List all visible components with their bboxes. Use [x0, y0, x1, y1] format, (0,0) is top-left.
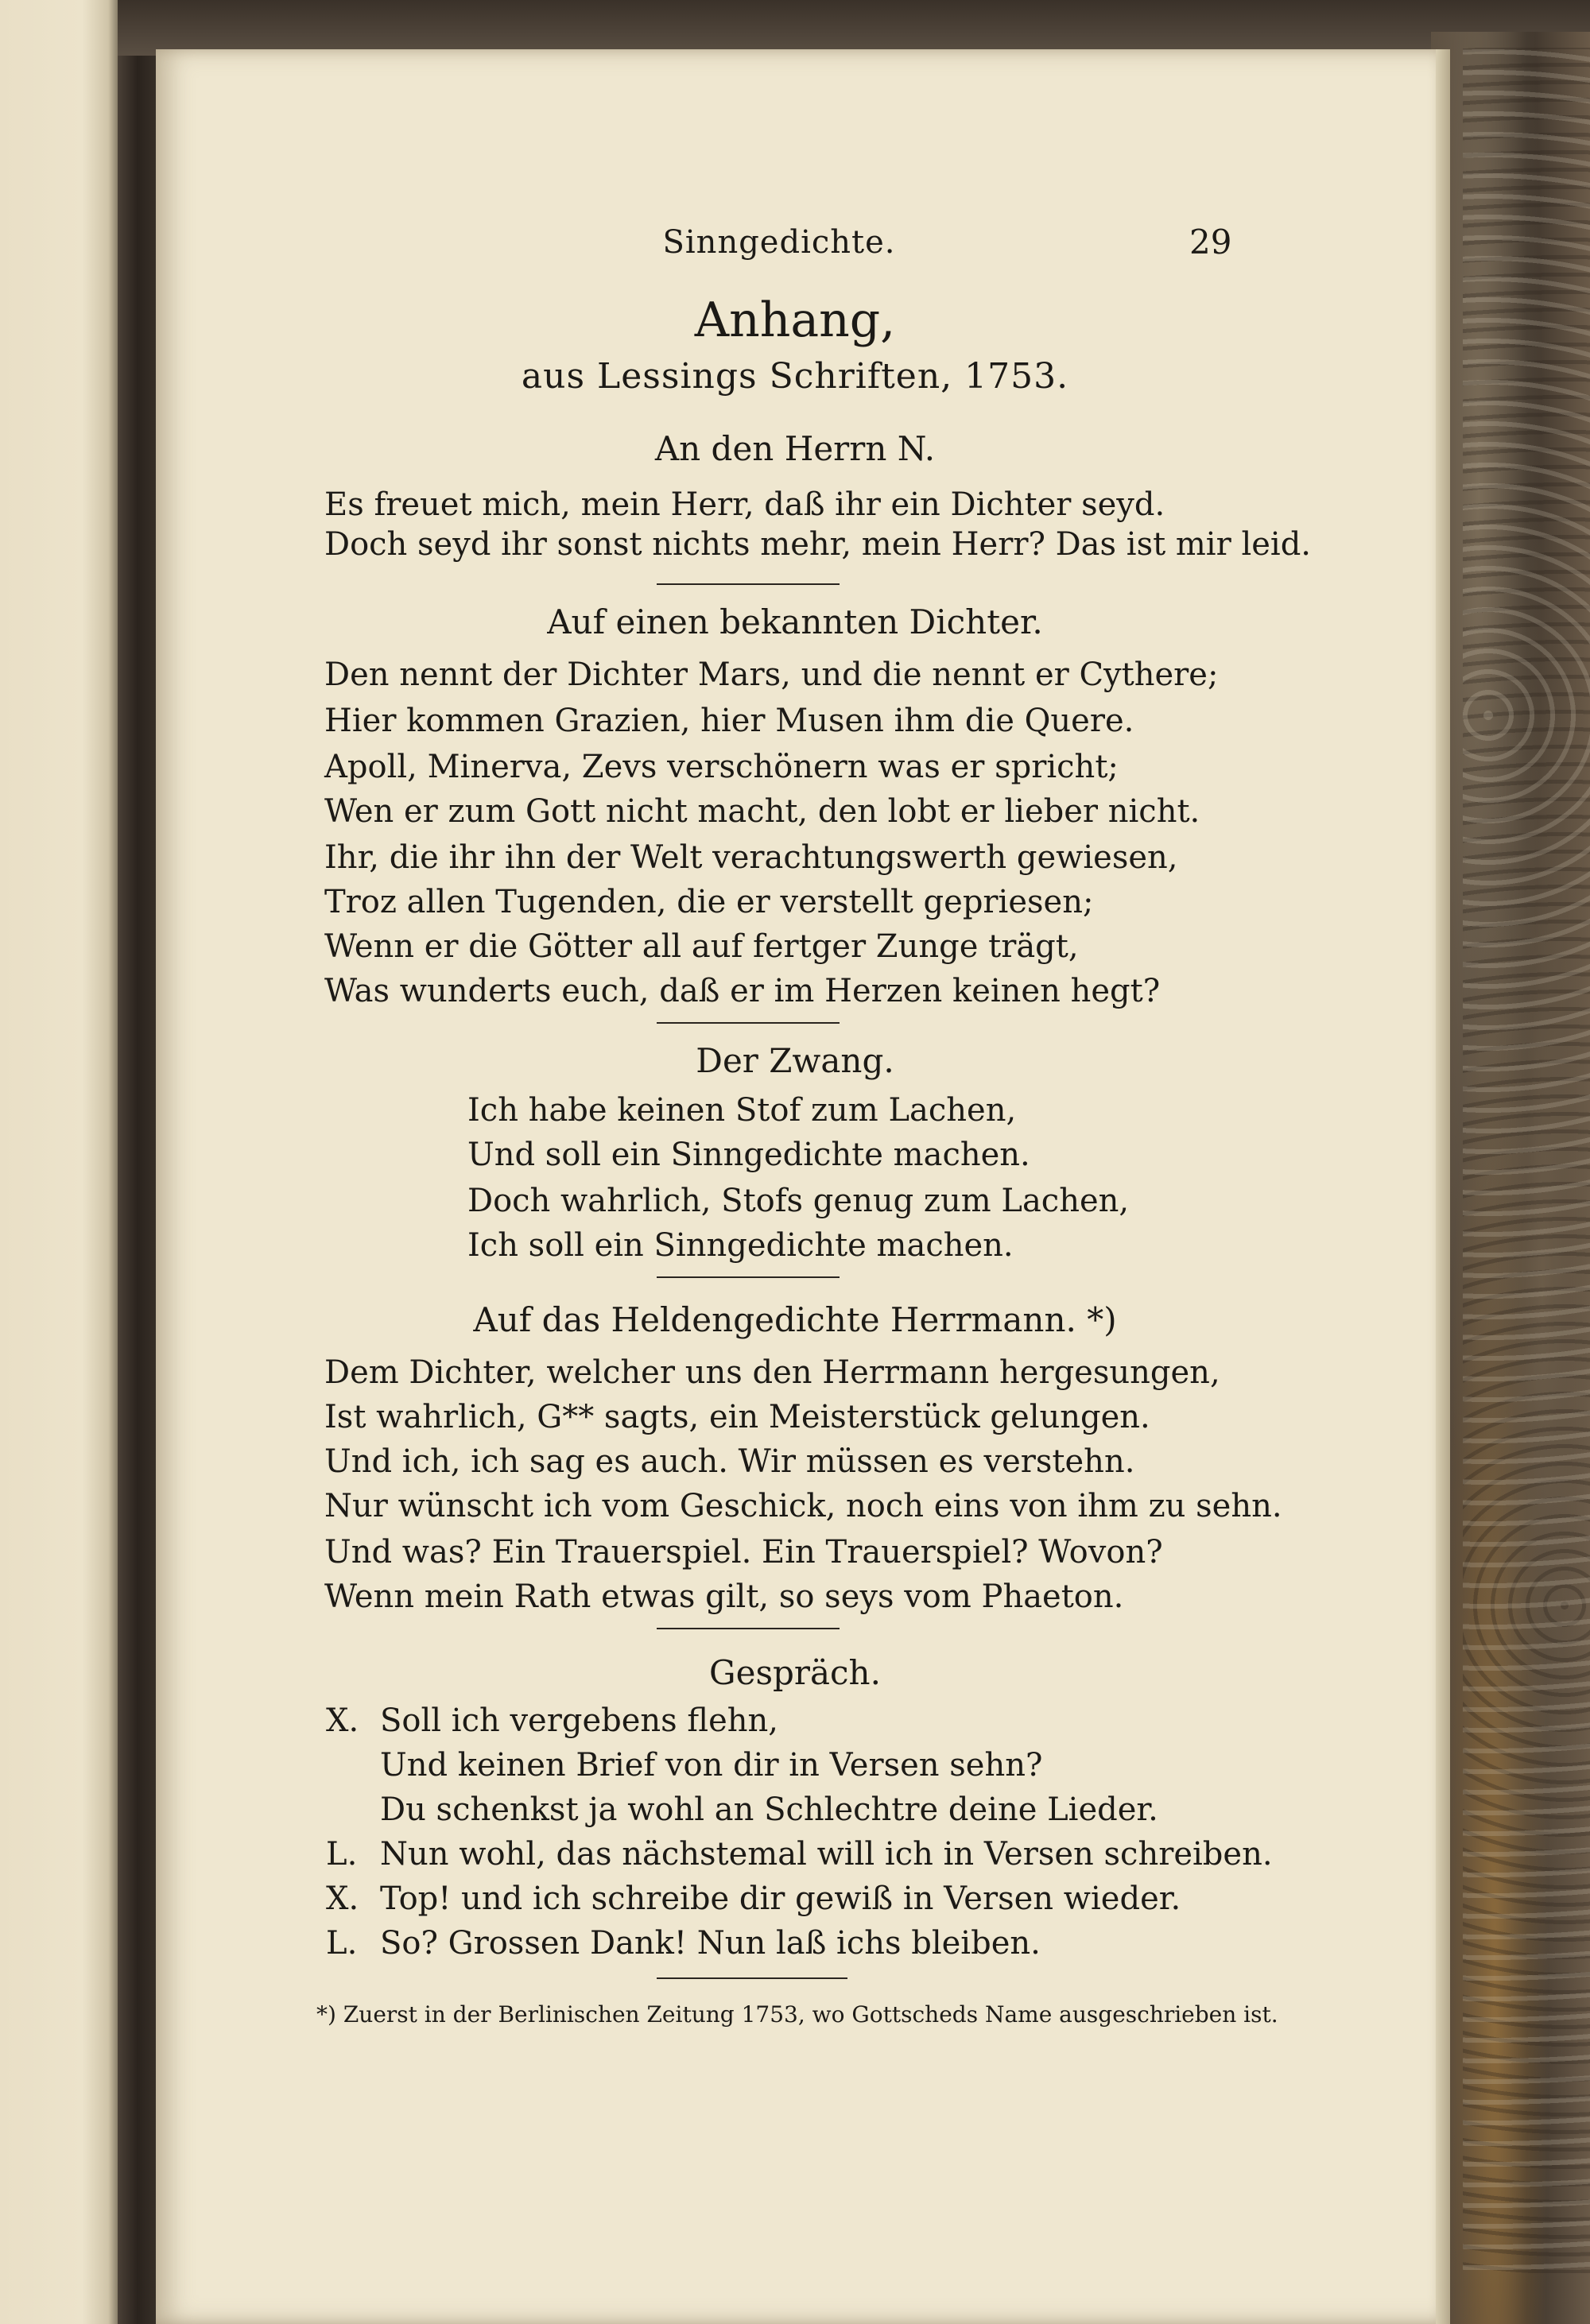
appendix-subtitle: aus Lessings Schriften, 1753.: [521, 356, 1069, 397]
poem-title: Gespräch.: [709, 1653, 881, 1692]
section-divider: [657, 1276, 840, 1278]
verse-line: Doch seyd ihr sonst nichts mehr, mein Herr? Das ist mir leid.: [324, 526, 1312, 563]
page-right-edge: [1436, 49, 1450, 2324]
dialogue-line: Top! und ich schreibe dir gewiß in Versen wieder.: [380, 1881, 1181, 1917]
verse-line: Wen er zum Gott nicht macht, den lobt er lieber nicht.: [324, 793, 1200, 830]
verse-line: Es freuet mich, mein Herr, daß ihr ein Dichter seyd.: [324, 486, 1165, 523]
left-page-edge: [0, 0, 118, 2324]
poem-title: Auf das Heldengedichte Herrmann. *): [473, 1300, 1117, 1339]
verse-line: Doch wahrlich, Stofs genug zum Lachen,: [467, 1183, 1130, 1219]
top-scan-band: [118, 0, 1590, 56]
dialogue-line: Nun wohl, das nächstemal will ich in Versen schreiben.: [380, 1836, 1273, 1873]
verse-line: Was wunderts euch, daß er im Herzen keinen hegt?: [324, 973, 1161, 1009]
running-title: Sinngedichte.: [662, 224, 896, 261]
verse-line: Wenn mein Rath etwas gilt, so seys vom Phaeton.: [324, 1578, 1124, 1615]
dialogue-line: So? Grossen Dank! Nun laß ichs bleiben.: [380, 1925, 1041, 1962]
dialogue-speaker: X.: [326, 1881, 359, 1917]
verse-line: Apoll, Minerva, Zevs verschönern was er spricht;: [324, 749, 1119, 785]
verse-line: Ihr, die ihr ihn der Welt verachtungswerth gewiesen,: [324, 839, 1178, 876]
verse-line: Ist wahrlich, G** sagts, ein Meisterstück gelungen.: [324, 1399, 1150, 1435]
verse-line: Und ich, ich sag es auch. Wir müssen es verstehn.: [324, 1443, 1135, 1480]
poem-title: An den Herrn N.: [654, 429, 936, 468]
marble-texture: [1463, 48, 1590, 2273]
dialogue-speaker: L.: [326, 1925, 358, 1962]
footnote-divider: [657, 1977, 847, 1979]
section-divider: [657, 583, 840, 585]
verse-line: Ich habe keinen Stof zum Lachen,: [467, 1092, 1017, 1129]
poem-title: Der Zwang.: [696, 1041, 894, 1080]
dialogue-line: Soll ich vergebens flehn,: [380, 1702, 778, 1739]
dialogue-line: Du schenkst ja wohl an Schlechtre deine Lieder.: [380, 1791, 1158, 1828]
verse-line: Dem Dichter, welcher uns den Herrmann hergesungen,: [324, 1354, 1220, 1391]
verse-line: Wenn er die Götter all auf fertger Zunge trägt,: [324, 928, 1079, 965]
section-divider: [657, 1628, 840, 1629]
verse-line: Und was? Ein Trauerspiel. Ein Trauerspiel? Wovon?: [324, 1534, 1163, 1571]
dialogue-line: Und keinen Brief von dir in Versen sehn?: [380, 1747, 1043, 1784]
poem-title: Auf einen bekannten Dichter.: [547, 602, 1043, 641]
verse-line: Den nennt der Dichter Mars, und die nennt er Cythere;: [324, 657, 1219, 693]
appendix-title: Anhang,: [694, 292, 896, 348]
verse-line: Troz allen Tugenden, die er verstellt gepriesen;: [324, 884, 1094, 920]
footnote: *) Zuerst in der Berlinischen Zeitung 1753, wo Gottscheds Name ausgeschrieben ist.: [316, 2001, 1278, 2028]
verse-line: Ich soll ein Sinngedichte machen.: [467, 1227, 1014, 1264]
verse-line: Und soll ein Sinngedichte machen.: [467, 1137, 1030, 1173]
verse-line: Hier kommen Grazien, hier Musen ihm die Quere.: [324, 703, 1134, 739]
dialogue-speaker: X.: [326, 1702, 359, 1739]
section-divider: [657, 1022, 840, 1024]
verse-line: Nur wünscht ich vom Geschick, noch eins von ihm zu sehn.: [324, 1488, 1282, 1524]
page-number: 29: [1189, 223, 1232, 261]
dialogue-speaker: L.: [326, 1836, 358, 1873]
